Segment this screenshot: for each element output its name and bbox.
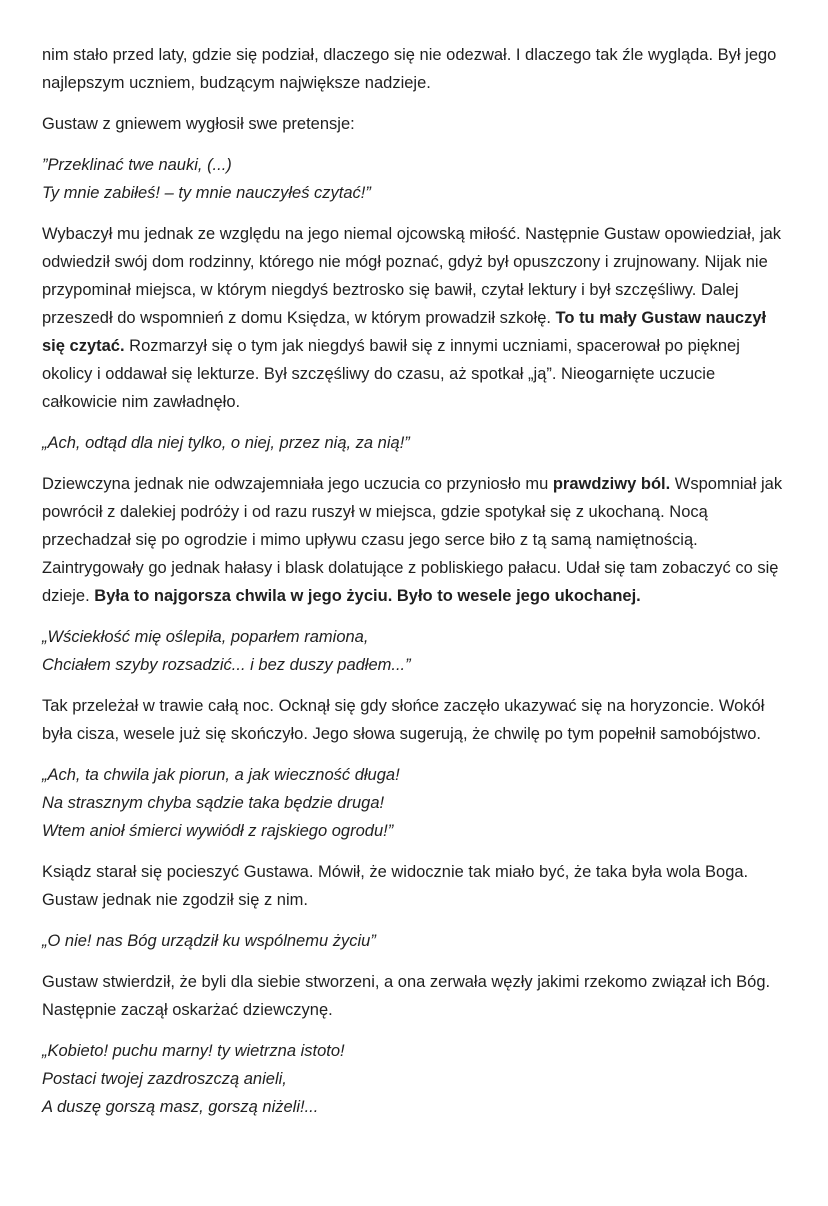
quote-block [42, 623, 788, 679]
quote-line: „O nie! nas Bóg urządził ku wspólnemu życiu” [42, 932, 376, 950]
bold-text-run: prawdziwy ból. [552, 475, 671, 493]
text-run: Wybaczył mu jednak ze względu na jego niemal ojcowską miłość. Następnie Gustaw opowiedział, jak odwiedził swój dom rodzinny, którego nie mógł poznać, gdyż był opuszczony i zrujnowany. Nijak nie przypominał miejsca, w którym niegdyś beztrosko się bawił, czytał lektury i był szczęśliwy. Dalej przeszedł do wspomnień z domu Księdza, w którym prowadził szkołę. [42, 225, 782, 327]
quote-line: „Kobieto! puchu marny! ty wietrzna istoto! [42, 1042, 345, 1060]
quote-line: A duszę gorszą masz, gorszą niżeli!... [42, 1098, 319, 1116]
quote-line: ”Przeklinać twe nauki, (...) [42, 156, 232, 174]
quote-block [42, 429, 788, 457]
paragraph [42, 858, 788, 914]
quote-line: „Wściekłość mię oślepiła, poparłem ramiona, [42, 628, 369, 646]
text-run: Ksiądz starał się pocieszyć Gustawa. Mówił, że widocznie tak miało być, że taka była wola Boga. Gustaw jednak nie zgodził się z nim. [42, 863, 749, 909]
quote-block [42, 761, 788, 845]
paragraph [42, 41, 788, 97]
quote-block [42, 1037, 788, 1121]
text-run: Wspomniał jak powrócił z dalekiej podróży i od razu ruszył w miejsca, gdzie spotykał się z ukochaną. Nocą przechadzał się po ogrodzie i mimo upływu czasu jego serce biło z tą samą namiętnością. Zaintrygowały go jednak hałasy i blask dolatujące z pobliskiego pałacu. Udał się tam zobaczyć co się dzieje. [42, 475, 783, 605]
quote-line: Na strasznym chyba sądzie taka będzie druga! [42, 794, 385, 812]
text-run: Rozmarzył się o tym jak niegdyś bawił się z innymi uczniami, spacerował po pięknej okolicy i oddawał się lekturze. Był szczęśliwy do czasu, aż spotkał „ją”. Nieogarnięte uczucie całkowicie nim zawładnęło. [42, 337, 740, 411]
quote-line: Wtem anioł śmierci wywiódł z rajskiego ogrodu!” [42, 822, 394, 840]
text-run: Gustaw stwierdził, że byli dla siebie stworzeni, a ona zerwała węzły jakimi rzekomo związał ich Bóg. Następnie zaczął oskarżać dziewczynę. [42, 973, 771, 1019]
quote-line: Ty mnie zabiłeś! – ty mnie nauczyłeś czytać!” [42, 184, 371, 202]
text-run: Tak przeleżał w trawie całą noc. Ocknął się gdy słońce zaczęło ukazywać się na horyzoncie. Wokół była cisza, wesele już się skończyło. Jego słowa sugerują, że chwilę po tym popełnił samobójstwo. [42, 697, 765, 743]
bold-text-run: To tu mały Gustaw nauczył się czytać. [42, 309, 767, 355]
quote-block [42, 927, 788, 955]
paragraph [42, 692, 788, 748]
quote-line: Chciałem szyby rozsadzić... i bez duszy padłem...” [42, 656, 411, 674]
paragraph [42, 968, 788, 1024]
paragraph [42, 110, 788, 138]
text-run: Gustaw z gniewem wygłosił swe pretensje: [42, 115, 355, 133]
quote-line: „Ach, ta chwila jak piorun, a jak wieczność długa! [42, 766, 400, 784]
paragraph [42, 470, 788, 610]
bold-text-run: Była to najgorsza chwila w jego życiu. Było to wesele jego ukochanej. [94, 587, 641, 605]
quote-block [42, 151, 788, 207]
text-run: nim stało przed laty, gdzie się podział, dlaczego się nie odezwał. I dlaczego tak źle wygląda. Był jego najlepszym uczniem, budzącym największe nadzieje. [42, 46, 777, 92]
quote-line: Postaci twojej zazdroszczą anieli, [42, 1070, 287, 1088]
quote-line: „Ach, odtąd dla niej tylko, o niej, przez nią, za nią!” [42, 434, 410, 452]
paragraph [42, 220, 788, 416]
text-run: Dziewczyna jednak nie odwzajemniała jego uczucia co przyniosło mu [42, 475, 553, 493]
